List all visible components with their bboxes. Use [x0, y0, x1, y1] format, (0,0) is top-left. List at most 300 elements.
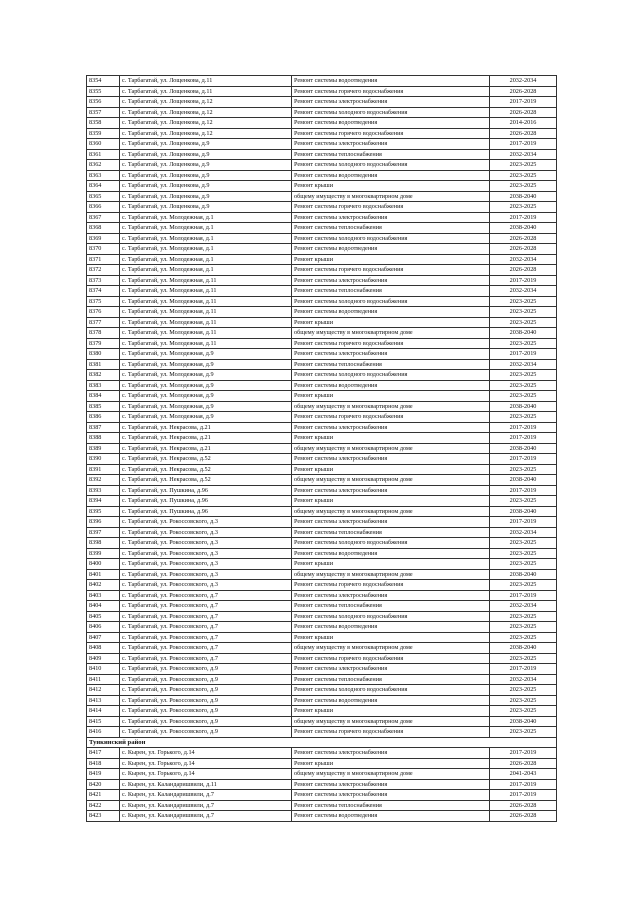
- row-period: 2038-2040: [490, 569, 557, 580]
- row-work-type: Ремонт системы теплоснабжения: [292, 800, 490, 811]
- row-period: 2023-2025: [490, 685, 557, 696]
- row-work-type: общему имуществу в многоквартирном доме: [292, 475, 490, 486]
- row-period: 2026-2028: [490, 758, 557, 769]
- table-row: [87, 433, 557, 444]
- row-address: с. Тарбагатай, ул. Молодежная, д.11: [120, 328, 292, 339]
- row-address: с. Тарбагатай, ул. Рокоссовского, д.7: [120, 622, 292, 633]
- row-work-type: общему имуществу в многоквартирном доме: [292, 716, 490, 727]
- row-period: 2017-2019: [490, 275, 557, 286]
- row-work-type: Ремонт крыши: [292, 433, 490, 444]
- row-period: 2038-2040: [490, 328, 557, 339]
- row-address: с. Тарбагатай, ул. Рокоссовского, д.9: [120, 727, 292, 738]
- row-period: 2038-2040: [490, 443, 557, 454]
- table-row: [87, 454, 557, 465]
- row-work-type: Ремонт системы водоотведения: [292, 811, 490, 822]
- table-row: [87, 359, 557, 370]
- row-address: с. Тарбагатай, ул. Рокоссовского, д.3: [120, 527, 292, 538]
- row-period: 2017-2019: [490, 485, 557, 496]
- table-row: [87, 107, 557, 118]
- row-period: 2017-2019: [490, 454, 557, 465]
- row-address: с. Тарбагатай, ул. Молодежная, д.11: [120, 338, 292, 349]
- row-number: 8381: [87, 359, 120, 370]
- row-work-type: Ремонт системы электроснабжения: [292, 517, 490, 528]
- table-row: [87, 223, 557, 234]
- row-number: 8365: [87, 191, 120, 202]
- row-number: 8359: [87, 128, 120, 139]
- row-period: 2023-2025: [490, 464, 557, 475]
- table-row: [87, 338, 557, 349]
- table-row: [87, 181, 557, 192]
- row-work-type: Ремонт системы водоотведения: [292, 244, 490, 255]
- table-body: [87, 76, 557, 822]
- row-address: с. Тарбагатай, ул. Рокоссовского, д.9: [120, 706, 292, 717]
- row-number: 8377: [87, 317, 120, 328]
- row-number: 8368: [87, 223, 120, 234]
- table-row: [87, 265, 557, 276]
- row-address: с. Тарбагатай, ул. Лощенкова, д.11: [120, 86, 292, 97]
- row-period: 2032-2034: [490, 674, 557, 685]
- table-row: [87, 716, 557, 727]
- row-address: с. Тарбагатай, ул. Рокоссовского, д.3: [120, 559, 292, 570]
- table-row: [87, 632, 557, 643]
- row-number: 8403: [87, 590, 120, 601]
- row-work-type: Ремонт системы водоотведения: [292, 380, 490, 391]
- row-work-type: Ремонт системы электроснабжения: [292, 422, 490, 433]
- row-period: 2032-2034: [490, 527, 557, 538]
- table-row: [87, 569, 557, 580]
- table-row: [87, 149, 557, 160]
- row-address: с. Тарбагатай, ул. Лощенкова, д.9: [120, 139, 292, 150]
- row-address: с. Тарбагатай, ул. Молодежная, д.11: [120, 307, 292, 318]
- row-number: 8386: [87, 412, 120, 423]
- table-row: [87, 790, 557, 801]
- row-work-type: Ремонт системы холодного водоснабжения: [292, 538, 490, 549]
- row-period: 2026-2028: [490, 86, 557, 97]
- row-number: 8395: [87, 506, 120, 517]
- table-row: [87, 370, 557, 381]
- row-address: с. Тарбагатай, ул. Рокоссовского, д.3: [120, 548, 292, 559]
- table-row: [87, 202, 557, 213]
- row-work-type: Ремонт крыши: [292, 391, 490, 402]
- row-work-type: Ремонт системы холодного водоснабжения: [292, 296, 490, 307]
- row-work-type: Ремонт системы электроснабжения: [292, 779, 490, 790]
- row-number: 8421: [87, 790, 120, 801]
- row-address: с. Кырен, ул. Горького, д.14: [120, 748, 292, 759]
- row-work-type: Ремонт системы теплоснабжения: [292, 149, 490, 160]
- row-number: 8390: [87, 454, 120, 465]
- table-row: [87, 811, 557, 822]
- row-period: 2032-2034: [490, 601, 557, 612]
- row-work-type: Ремонт системы водоотведения: [292, 622, 490, 633]
- row-period: 2023-2025: [490, 622, 557, 633]
- section-title: Тункинский район: [87, 737, 557, 748]
- row-period: 2023-2025: [490, 307, 557, 318]
- row-period: 2023-2025: [490, 412, 557, 423]
- row-period: 2038-2040: [490, 716, 557, 727]
- row-address: с. Кырен, ул. Горького, д.14: [120, 769, 292, 780]
- row-work-type: Ремонт системы теплоснабжения: [292, 359, 490, 370]
- row-work-type: общему имуществу в многоквартирном доме: [292, 401, 490, 412]
- table-row: [87, 391, 557, 402]
- row-period: 2032-2034: [490, 254, 557, 265]
- row-period: 2023-2025: [490, 296, 557, 307]
- table-row: [87, 601, 557, 612]
- row-work-type: Ремонт системы горячего водоснабжения: [292, 653, 490, 664]
- row-work-type: Ремонт системы электроснабжения: [292, 454, 490, 465]
- row-number: 8382: [87, 370, 120, 381]
- row-period: 2023-2025: [490, 548, 557, 559]
- row-work-type: Ремонт системы водоотведения: [292, 548, 490, 559]
- row-work-type: Ремонт системы холодного водоснабжения: [292, 160, 490, 171]
- table-row: [87, 275, 557, 286]
- row-number: 8394: [87, 496, 120, 507]
- row-number: 8413: [87, 695, 120, 706]
- row-number: 8393: [87, 485, 120, 496]
- row-work-type: общему имуществу в многоквартирном доме: [292, 443, 490, 454]
- table-row: [87, 685, 557, 696]
- row-number: 8371: [87, 254, 120, 265]
- row-work-type: Ремонт системы горячего водоснабжения: [292, 338, 490, 349]
- table-row: [87, 590, 557, 601]
- row-address: с. Тарбагатай, ул. Некрасова, д.52: [120, 454, 292, 465]
- row-work-type: Ремонт крыши: [292, 254, 490, 265]
- row-work-type: Ремонт крыши: [292, 181, 490, 192]
- row-address: с. Тарбагатай, ул. Молодежная, д.11: [120, 317, 292, 328]
- row-number: 8417: [87, 748, 120, 759]
- row-work-type: Ремонт системы теплоснабжения: [292, 286, 490, 297]
- row-period: 2032-2034: [490, 149, 557, 160]
- row-work-type: Ремонт крыши: [292, 706, 490, 717]
- row-period: 2038-2040: [490, 191, 557, 202]
- row-period: 2023-2025: [490, 380, 557, 391]
- row-number: 8418: [87, 758, 120, 769]
- table-row: [87, 401, 557, 412]
- row-number: 8398: [87, 538, 120, 549]
- row-work-type: Ремонт крыши: [292, 559, 490, 570]
- row-period: 2026-2028: [490, 265, 557, 276]
- row-number: 8410: [87, 664, 120, 675]
- row-work-type: Ремонт системы водоотведения: [292, 76, 490, 87]
- row-number: 8419: [87, 769, 120, 780]
- row-address: с. Тарбагатай, ул. Молодежная, д.1: [120, 212, 292, 223]
- row-work-type: общему имуществу в многоквартирном доме: [292, 643, 490, 654]
- row-address: с. Кырен, ул. Горького, д.14: [120, 758, 292, 769]
- row-work-type: Ремонт системы электроснабжения: [292, 485, 490, 496]
- row-period: 2017-2019: [490, 212, 557, 223]
- row-period: 2017-2019: [490, 664, 557, 675]
- row-work-type: Ремонт системы теплоснабжения: [292, 223, 490, 234]
- table-row: [87, 727, 557, 738]
- row-address: с. Тарбагатай, ул. Молодежная, д.9: [120, 349, 292, 360]
- row-period: 2026-2028: [490, 128, 557, 139]
- row-number: 8364: [87, 181, 120, 192]
- row-number: 8416: [87, 727, 120, 738]
- row-number: 8408: [87, 643, 120, 654]
- row-address: с. Тарбагатай, ул. Рокоссовского, д.9: [120, 685, 292, 696]
- row-work-type: Ремонт крыши: [292, 317, 490, 328]
- row-period: 2017-2019: [490, 517, 557, 528]
- row-work-type: Ремонт системы горячего водоснабжения: [292, 202, 490, 213]
- row-period: 2023-2025: [490, 496, 557, 507]
- row-address: с. Кырен, ул. Каландаришвили, д.7: [120, 811, 292, 822]
- table-row: [87, 380, 557, 391]
- row-address: с. Тарбагатай, ул. Молодежная, д.9: [120, 370, 292, 381]
- row-number: 8412: [87, 685, 120, 696]
- table-row: [87, 475, 557, 486]
- row-work-type: общему имуществу в многоквартирном доме: [292, 506, 490, 517]
- row-address: с. Тарбагатай, ул. Рокоссовского, д.3: [120, 580, 292, 591]
- row-address: с. Тарбагатай, ул. Лощенкова, д.12: [120, 97, 292, 108]
- row-address: с. Тарбагатай, ул. Лощенкова, д.9: [120, 191, 292, 202]
- row-period: 2023-2025: [490, 170, 557, 181]
- table-row: [87, 160, 557, 171]
- row-number: 8378: [87, 328, 120, 339]
- row-address: с. Тарбагатай, ул. Молодежная, д.11: [120, 296, 292, 307]
- row-address: с. Тарбагатай, ул. Рокоссовского, д.3: [120, 538, 292, 549]
- table-row: [87, 496, 557, 507]
- row-number: 8387: [87, 422, 120, 433]
- table-row: [87, 559, 557, 570]
- row-number: 8367: [87, 212, 120, 223]
- row-period: 2038-2040: [490, 223, 557, 234]
- row-address: с. Тарбагатай, ул. Рокоссовского, д.9: [120, 716, 292, 727]
- row-number: 8361: [87, 149, 120, 160]
- row-work-type: Ремонт системы электроснабжения: [292, 590, 490, 601]
- table-row: [87, 422, 557, 433]
- row-work-type: Ремонт системы водоотведения: [292, 695, 490, 706]
- row-number: 8383: [87, 380, 120, 391]
- row-period: 2023-2025: [490, 391, 557, 402]
- row-period: 2026-2028: [490, 244, 557, 255]
- row-period: 2038-2040: [490, 475, 557, 486]
- row-address: с. Тарбагатай, ул. Рокоссовского, д.7: [120, 611, 292, 622]
- table-row: [87, 286, 557, 297]
- row-period: 2017-2019: [490, 790, 557, 801]
- row-period: 2023-2025: [490, 202, 557, 213]
- table-row: [87, 128, 557, 139]
- row-work-type: Ремонт системы водоотведения: [292, 118, 490, 129]
- row-address: с. Тарбагатай, ул. Пушкина, д.96: [120, 496, 292, 507]
- row-work-type: Ремонт системы электроснабжения: [292, 97, 490, 108]
- row-number: 8409: [87, 653, 120, 664]
- row-period: 2017-2019: [490, 349, 557, 360]
- row-address: с. Тарбагатай, ул. Рокоссовского, д.9: [120, 674, 292, 685]
- table-row: [87, 212, 557, 223]
- row-number: 8370: [87, 244, 120, 255]
- row-number: 8369: [87, 233, 120, 244]
- row-number: 8415: [87, 716, 120, 727]
- row-number: 8360: [87, 139, 120, 150]
- table-row: [87, 485, 557, 496]
- row-period: 2023-2025: [490, 611, 557, 622]
- row-work-type: Ремонт системы водоотведения: [292, 170, 490, 181]
- row-period: 2017-2019: [490, 422, 557, 433]
- row-work-type: Ремонт системы горячего водоснабжения: [292, 727, 490, 738]
- row-period: 2023-2025: [490, 317, 557, 328]
- row-address: с. Тарбагатай, ул. Рокоссовского, д.7: [120, 653, 292, 664]
- table-row: [87, 76, 557, 87]
- row-work-type: Ремонт системы холодного водоснабжения: [292, 370, 490, 381]
- row-work-type: общему имуществу в многоквартирном доме: [292, 569, 490, 580]
- row-address: с. Тарбагатай, ул. Лощенкова, д.12: [120, 107, 292, 118]
- row-number: 8411: [87, 674, 120, 685]
- row-address: с. Тарбагатай, ул. Лощенкова, д.9: [120, 160, 292, 171]
- row-work-type: Ремонт системы горячего водоснабжения: [292, 412, 490, 423]
- table-row: [87, 139, 557, 150]
- row-period: 2023-2025: [490, 653, 557, 664]
- row-address: с. Тарбагатай, ул. Пушкина, д.96: [120, 506, 292, 517]
- row-period: 2023-2025: [490, 559, 557, 570]
- row-work-type: Ремонт системы теплоснабжения: [292, 527, 490, 538]
- row-number: 8407: [87, 632, 120, 643]
- row-address: с. Тарбагатай, ул. Рокоссовского, д.9: [120, 664, 292, 675]
- row-work-type: Ремонт системы холодного водоснабжения: [292, 233, 490, 244]
- row-work-type: Ремонт системы горячего водоснабжения: [292, 265, 490, 276]
- row-address: с. Тарбагатай, ул. Лощенкова, д.11: [120, 76, 292, 87]
- row-number: 8374: [87, 286, 120, 297]
- row-work-type: Ремонт системы водоотведения: [292, 307, 490, 318]
- row-period: 2017-2019: [490, 590, 557, 601]
- row-number: 8379: [87, 338, 120, 349]
- row-address: с. Тарбагатай, ул. Пушкина, д.96: [120, 485, 292, 496]
- row-work-type: Ремонт системы электроснабжения: [292, 139, 490, 150]
- row-number: 8376: [87, 307, 120, 318]
- row-number: 8405: [87, 611, 120, 622]
- row-address: с. Тарбагатай, ул. Рокоссовского, д.9: [120, 695, 292, 706]
- row-period: 2038-2040: [490, 506, 557, 517]
- row-period: 2032-2034: [490, 359, 557, 370]
- table-row: [87, 349, 557, 360]
- row-address: с. Тарбагатай, ул. Молодежная, д.9: [120, 401, 292, 412]
- table-row: [87, 296, 557, 307]
- row-work-type: Ремонт системы электроснабжения: [292, 748, 490, 759]
- row-address: с. Тарбагатай, ул. Некрасова, д.21: [120, 443, 292, 454]
- row-address: с. Тарбагатай, ул. Молодежная, д.11: [120, 286, 292, 297]
- row-period: 2038-2040: [490, 643, 557, 654]
- row-period: 2032-2034: [490, 286, 557, 297]
- row-number: 8406: [87, 622, 120, 633]
- row-period: 2023-2025: [490, 538, 557, 549]
- table-row: [87, 643, 557, 654]
- row-address: с. Кырен, ул. Каландаришвили, д.7: [120, 790, 292, 801]
- row-number: 8388: [87, 433, 120, 444]
- row-address: с. Тарбагатай, ул. Некрасова, д.52: [120, 464, 292, 475]
- table-row: [87, 664, 557, 675]
- row-number: 8404: [87, 601, 120, 612]
- repair-schedule-table: [86, 75, 557, 822]
- row-number: 8397: [87, 527, 120, 538]
- table-row: [87, 464, 557, 475]
- row-number: 8396: [87, 517, 120, 528]
- table-row: [87, 233, 557, 244]
- row-address: с. Тарбагатай, ул. Некрасова, д.21: [120, 433, 292, 444]
- row-work-type: Ремонт системы электроснабжения: [292, 275, 490, 286]
- table-row: [87, 538, 557, 549]
- table-row: [87, 622, 557, 633]
- document-page: [86, 75, 556, 822]
- table-row: [87, 317, 557, 328]
- row-period: 2038-2040: [490, 401, 557, 412]
- row-address: с. Тарбагатай, ул. Рокоссовского, д.7: [120, 590, 292, 601]
- table-row: [87, 527, 557, 538]
- row-number: 8362: [87, 160, 120, 171]
- table-row: [87, 328, 557, 339]
- row-number: 8385: [87, 401, 120, 412]
- row-work-type: Ремонт крыши: [292, 496, 490, 507]
- row-address: с. Тарбагатай, ул. Лощенкова, д.9: [120, 170, 292, 181]
- row-period: 2023-2025: [490, 632, 557, 643]
- row-work-type: Ремонт системы горячего водоснабжения: [292, 86, 490, 97]
- table-row: [87, 769, 557, 780]
- row-number: 8372: [87, 265, 120, 276]
- table-row: [87, 580, 557, 591]
- row-address: с. Тарбагатай, ул. Лощенкова, д.12: [120, 128, 292, 139]
- row-number: 8354: [87, 76, 120, 87]
- table-row: [87, 779, 557, 790]
- row-address: с. Тарбагатай, ул. Молодежная, д.1: [120, 233, 292, 244]
- table-row: [87, 97, 557, 108]
- row-number: 8356: [87, 97, 120, 108]
- row-address: с. Тарбагатай, ул. Рокоссовского, д.3: [120, 569, 292, 580]
- row-period: 2014-2016: [490, 118, 557, 129]
- row-work-type: Ремонт системы холодного водоснабжения: [292, 685, 490, 696]
- table-row: [87, 748, 557, 759]
- row-period: 2026-2028: [490, 233, 557, 244]
- row-address: с. Тарбагатай, ул. Молодежная, д.11: [120, 275, 292, 286]
- row-work-type: Ремонт системы горячего водоснабжения: [292, 128, 490, 139]
- row-period: 2023-2025: [490, 706, 557, 717]
- row-number: 8366: [87, 202, 120, 213]
- table-row: [87, 191, 557, 202]
- row-work-type: общему имуществу в многоквартирном доме: [292, 191, 490, 202]
- row-period: 2023-2025: [490, 338, 557, 349]
- table-row: [87, 412, 557, 423]
- row-address: с. Тарбагатай, ул. Рокоссовского, д.7: [120, 643, 292, 654]
- row-number: 8355: [87, 86, 120, 97]
- row-work-type: Ремонт системы электроснабжения: [292, 212, 490, 223]
- row-number: 8384: [87, 391, 120, 402]
- row-period: 2023-2025: [490, 695, 557, 706]
- section-header-row: [87, 737, 557, 748]
- row-address: с. Тарбагатай, ул. Молодежная, д.9: [120, 391, 292, 402]
- row-period: 2017-2019: [490, 779, 557, 790]
- table-row: [87, 517, 557, 528]
- row-period: 2017-2019: [490, 97, 557, 108]
- row-address: с. Тарбагатай, ул. Некрасова, д.52: [120, 475, 292, 486]
- row-work-type: Ремонт системы холодного водоснабжения: [292, 611, 490, 622]
- table-row: [87, 548, 557, 559]
- row-number: 8392: [87, 475, 120, 486]
- row-number: 8402: [87, 580, 120, 591]
- row-period: 2023-2025: [490, 181, 557, 192]
- row-number: 8414: [87, 706, 120, 717]
- row-number: 8357: [87, 107, 120, 118]
- table-row: [87, 118, 557, 129]
- row-number: 8358: [87, 118, 120, 129]
- row-work-type: Ремонт системы теплоснабжения: [292, 601, 490, 612]
- row-number: 8423: [87, 811, 120, 822]
- row-period: 2026-2028: [490, 800, 557, 811]
- row-period: 2023-2025: [490, 727, 557, 738]
- row-address: с. Тарбагатай, ул. Рокоссовского, д.3: [120, 517, 292, 528]
- table-row: [87, 506, 557, 517]
- table-row: [87, 307, 557, 318]
- row-number: 8420: [87, 779, 120, 790]
- row-address: с. Тарбагатай, ул. Лощенкова, д.12: [120, 118, 292, 129]
- row-number: 8380: [87, 349, 120, 360]
- row-work-type: Ремонт крыши: [292, 464, 490, 475]
- row-period: 2023-2025: [490, 580, 557, 591]
